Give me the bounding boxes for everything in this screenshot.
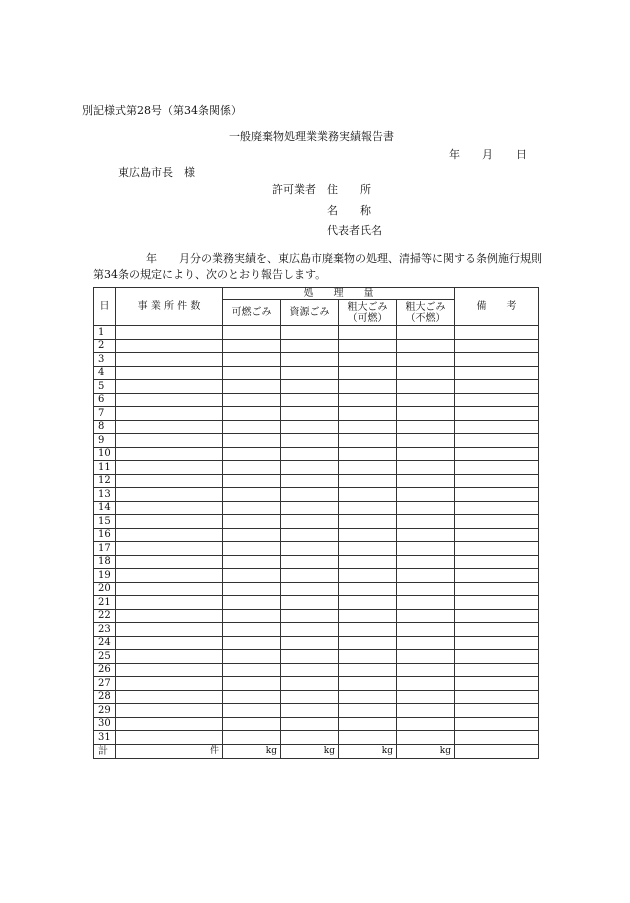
bulky-burnable-cell[interactable] <box>339 434 397 448</box>
sites-cell[interactable] <box>116 326 223 340</box>
table-row <box>94 582 539 596</box>
header-bulky-burnable <box>339 300 397 326</box>
bulky-burnable-cell[interactable] <box>339 636 397 650</box>
burnable-cell[interactable] <box>223 717 281 731</box>
table-row <box>94 623 539 637</box>
day-cell: 26 <box>94 663 116 677</box>
table-row <box>94 353 539 367</box>
table-row <box>94 717 539 731</box>
table-row <box>94 488 539 502</box>
bulky-nonburnable-cell[interactable] <box>397 542 455 556</box>
total-label: 計 <box>94 744 116 758</box>
day-cell: 21 <box>94 596 116 610</box>
burnable-cell[interactable] <box>223 407 281 421</box>
bulky-burnable-cell[interactable] <box>339 650 397 664</box>
bulky-nonburnable-cell[interactable] <box>397 704 455 718</box>
bulky-burnable-cell[interactable] <box>339 326 397 340</box>
day-cell: 18 <box>94 555 116 569</box>
bulky-burnable-cell[interactable] <box>339 420 397 434</box>
sites-cell[interactable] <box>116 636 223 650</box>
bulky-burnable-cell[interactable] <box>339 339 397 353</box>
header-burnable: 可燃ごみ <box>223 300 281 326</box>
remarks-cell[interactable] <box>455 609 539 623</box>
bulky-nonburnable-cell[interactable] <box>397 353 455 367</box>
intro-line-1: 年 月分の業務実績を、東広島市廃棄物の処理、清掃等に関する条例施行規則 <box>146 252 542 265</box>
bulky-burnable-cell[interactable] <box>339 393 397 407</box>
day-cell: 5 <box>94 380 116 394</box>
burnable-cell[interactable] <box>223 704 281 718</box>
header-bulky-nonburnable-line2: （不燃） <box>405 312 446 324</box>
resource-cell[interactable] <box>281 636 339 650</box>
bulky-nonburnable-cell[interactable] <box>397 636 455 650</box>
day-cell: 28 <box>94 690 116 704</box>
day-cell: 13 <box>94 488 116 502</box>
bulky-nonburnable-cell[interactable] <box>397 339 455 353</box>
day-cell: 10 <box>94 447 116 461</box>
sites-cell[interactable] <box>116 650 223 664</box>
sites-cell[interactable] <box>116 623 223 637</box>
burnable-cell[interactable] <box>223 690 281 704</box>
resource-cell[interactable] <box>281 501 339 515</box>
sites-cell[interactable] <box>116 366 223 380</box>
sites-cell[interactable] <box>116 609 223 623</box>
table-row <box>94 501 539 515</box>
remarks-cell[interactable] <box>455 704 539 718</box>
bulky-burnable-cell[interactable] <box>339 704 397 718</box>
total-resource-unit: kg <box>281 744 339 758</box>
resource-cell[interactable] <box>281 582 339 596</box>
burnable-cell[interactable] <box>223 393 281 407</box>
resource-cell[interactable] <box>281 650 339 664</box>
burnable-cell[interactable] <box>223 596 281 610</box>
day-cell: 7 <box>94 407 116 421</box>
bulky-nonburnable-cell[interactable] <box>397 407 455 421</box>
sites-cell[interactable] <box>116 393 223 407</box>
resource-cell[interactable] <box>281 461 339 475</box>
header-resource: 資源ごみ <box>281 300 339 326</box>
bulky-nonburnable-cell[interactable] <box>397 474 455 488</box>
bulky-nonburnable-cell[interactable] <box>397 555 455 569</box>
bulky-burnable-cell[interactable] <box>339 677 397 691</box>
day-cell: 30 <box>94 717 116 731</box>
header-bulky-burnable-line2: （可燃） <box>347 312 388 324</box>
bulky-nonburnable-cell[interactable] <box>397 650 455 664</box>
table-row <box>94 636 539 650</box>
bulky-nonburnable-cell[interactable] <box>397 528 455 542</box>
remarks-cell[interactable] <box>455 569 539 583</box>
bulky-nonburnable-cell[interactable] <box>397 326 455 340</box>
remarks-cell[interactable] <box>455 623 539 637</box>
resource-cell[interactable] <box>281 717 339 731</box>
remarks-cell[interactable] <box>455 528 539 542</box>
intro-line-2: 第34条の規定により、次のとおり報告します。 <box>93 268 327 281</box>
day-cell: 17 <box>94 542 116 556</box>
remarks-cell[interactable] <box>455 690 539 704</box>
remarks-cell[interactable] <box>455 717 539 731</box>
table-row <box>94 663 539 677</box>
remarks-cell[interactable] <box>455 326 539 340</box>
resource-cell[interactable] <box>281 677 339 691</box>
burnable-cell[interactable] <box>223 380 281 394</box>
bulky-burnable-cell[interactable] <box>339 515 397 529</box>
bulky-nonburnable-cell[interactable] <box>397 596 455 610</box>
sites-cell[interactable] <box>116 434 223 448</box>
remarks-cell[interactable] <box>455 677 539 691</box>
bulky-burnable-cell[interactable] <box>339 582 397 596</box>
resource-cell[interactable] <box>281 407 339 421</box>
burnable-cell[interactable] <box>223 326 281 340</box>
document-title: 一般廃棄物処理業業務実績報告書 <box>229 130 394 143</box>
table-row <box>94 515 539 529</box>
bulky-burnable-cell[interactable] <box>339 353 397 367</box>
bulky-nonburnable-cell[interactable] <box>397 434 455 448</box>
day-cell: 31 <box>94 731 116 745</box>
sites-cell[interactable] <box>116 380 223 394</box>
bulky-burnable-cell[interactable] <box>339 731 397 745</box>
bulky-nonburnable-cell[interactable] <box>397 690 455 704</box>
remarks-cell[interactable] <box>455 596 539 610</box>
day-cell: 9 <box>94 434 116 448</box>
resource-cell[interactable] <box>281 380 339 394</box>
resource-cell[interactable] <box>281 528 339 542</box>
bulky-nonburnable-cell[interactable] <box>397 677 455 691</box>
day-cell: 16 <box>94 528 116 542</box>
resource-cell[interactable] <box>281 596 339 610</box>
burnable-cell[interactable] <box>223 488 281 502</box>
table-row <box>94 420 539 434</box>
remarks-cell[interactable] <box>455 663 539 677</box>
day-cell: 22 <box>94 609 116 623</box>
table-row <box>94 447 539 461</box>
remarks-cell[interactable] <box>455 488 539 502</box>
header-processing: 処 理 量 <box>223 288 455 300</box>
sites-cell[interactable] <box>116 488 223 502</box>
resource-cell[interactable] <box>281 663 339 677</box>
day-cell: 12 <box>94 474 116 488</box>
burnable-cell[interactable] <box>223 569 281 583</box>
sites-cell[interactable] <box>116 717 223 731</box>
table-row <box>94 609 539 623</box>
burnable-cell[interactable] <box>223 609 281 623</box>
resource-cell[interactable] <box>281 326 339 340</box>
bulky-burnable-cell[interactable] <box>339 609 397 623</box>
header-bulky-nonburnable-line1: 粗大ごみ <box>405 301 446 313</box>
resource-cell[interactable] <box>281 353 339 367</box>
bulky-burnable-cell[interactable] <box>339 461 397 475</box>
sites-cell[interactable] <box>116 542 223 556</box>
resource-cell[interactable] <box>281 731 339 745</box>
bulky-nonburnable-cell[interactable] <box>397 501 455 515</box>
bulky-burnable-cell[interactable] <box>339 366 397 380</box>
sites-cell[interactable] <box>116 569 223 583</box>
table-row <box>94 542 539 556</box>
sites-cell[interactable] <box>116 528 223 542</box>
sites-cell[interactable] <box>116 501 223 515</box>
resource-cell[interactable] <box>281 474 339 488</box>
bulky-nonburnable-cell[interactable] <box>397 380 455 394</box>
header-sites: 事 業 所 件 数 <box>116 288 223 326</box>
resource-cell[interactable] <box>281 366 339 380</box>
date-day-label: 日 <box>516 148 527 161</box>
burnable-cell[interactable] <box>223 366 281 380</box>
table-row <box>94 555 539 569</box>
bulky-burnable-cell[interactable] <box>339 474 397 488</box>
bulky-nonburnable-cell[interactable] <box>397 488 455 502</box>
bulky-nonburnable-cell[interactable] <box>397 366 455 380</box>
bulky-burnable-cell[interactable] <box>339 663 397 677</box>
burnable-cell[interactable] <box>223 474 281 488</box>
day-cell: 20 <box>94 582 116 596</box>
burnable-cell[interactable] <box>223 623 281 637</box>
day-cell: 1 <box>94 326 116 340</box>
bulky-nonburnable-cell[interactable] <box>397 717 455 731</box>
resource-cell[interactable] <box>281 704 339 718</box>
table-row <box>94 434 539 448</box>
sites-cell[interactable] <box>116 420 223 434</box>
resource-cell[interactable] <box>281 555 339 569</box>
remarks-cell[interactable] <box>455 434 539 448</box>
sites-cell[interactable] <box>116 663 223 677</box>
resource-cell[interactable] <box>281 690 339 704</box>
sites-cell[interactable] <box>116 704 223 718</box>
address-label: 住 所 <box>327 183 371 196</box>
bulky-burnable-cell[interactable] <box>339 447 397 461</box>
resource-cell[interactable] <box>281 488 339 502</box>
bulky-burnable-cell[interactable] <box>339 555 397 569</box>
sites-cell[interactable] <box>116 407 223 421</box>
bulky-nonburnable-cell[interactable] <box>397 663 455 677</box>
bulky-nonburnable-cell[interactable] <box>397 609 455 623</box>
burnable-cell[interactable] <box>223 501 281 515</box>
remarks-cell[interactable] <box>455 515 539 529</box>
table-row <box>94 690 539 704</box>
remarks-cell[interactable] <box>455 366 539 380</box>
resource-cell[interactable] <box>281 447 339 461</box>
burnable-cell[interactable] <box>223 677 281 691</box>
bulky-nonburnable-cell[interactable] <box>397 582 455 596</box>
bulky-burnable-cell[interactable] <box>339 528 397 542</box>
burnable-cell[interactable] <box>223 339 281 353</box>
sites-cell[interactable] <box>116 555 223 569</box>
sites-cell[interactable] <box>116 447 223 461</box>
remarks-cell[interactable] <box>455 542 539 556</box>
remarks-cell[interactable] <box>455 420 539 434</box>
remarks-cell[interactable] <box>455 636 539 650</box>
burnable-cell[interactable] <box>223 636 281 650</box>
addressee: 東広島市長 様 <box>118 166 195 179</box>
day-cell: 25 <box>94 650 116 664</box>
bulky-burnable-cell[interactable] <box>339 380 397 394</box>
bulky-nonburnable-cell[interactable] <box>397 569 455 583</box>
header-remarks: 備 考 <box>455 288 539 326</box>
burnable-cell[interactable] <box>223 528 281 542</box>
table-row <box>94 731 539 745</box>
total-bulky-burnable-unit: kg <box>339 744 397 758</box>
sites-cell[interactable] <box>116 596 223 610</box>
remarks-cell[interactable] <box>455 393 539 407</box>
table-row <box>94 677 539 691</box>
table-row <box>94 380 539 394</box>
day-cell: 6 <box>94 393 116 407</box>
bulky-burnable-cell[interactable] <box>339 690 397 704</box>
resource-cell[interactable] <box>281 623 339 637</box>
day-cell: 14 <box>94 501 116 515</box>
report-table <box>93 287 539 759</box>
day-cell: 15 <box>94 515 116 529</box>
resource-cell[interactable] <box>281 515 339 529</box>
bulky-nonburnable-cell[interactable] <box>397 731 455 745</box>
representative-label: 代表者氏名 <box>327 224 382 237</box>
burnable-cell[interactable] <box>223 353 281 367</box>
burnable-cell[interactable] <box>223 731 281 745</box>
day-cell: 8 <box>94 420 116 434</box>
burnable-cell[interactable] <box>223 650 281 664</box>
day-cell: 3 <box>94 353 116 367</box>
sites-cell[interactable] <box>116 677 223 691</box>
bulky-burnable-cell[interactable] <box>339 717 397 731</box>
burnable-cell[interactable] <box>223 515 281 529</box>
remarks-cell[interactable] <box>455 731 539 745</box>
bulky-nonburnable-cell[interactable] <box>397 515 455 529</box>
sites-cell[interactable] <box>116 582 223 596</box>
burnable-cell[interactable] <box>223 447 281 461</box>
bulky-burnable-cell[interactable] <box>339 596 397 610</box>
remarks-cell[interactable] <box>455 353 539 367</box>
sites-cell[interactable] <box>116 474 223 488</box>
total-bulky-nonburnable-unit: kg <box>397 744 455 758</box>
remarks-cell[interactable] <box>455 447 539 461</box>
bulky-burnable-cell[interactable] <box>339 542 397 556</box>
sites-cell[interactable] <box>116 690 223 704</box>
sites-cell[interactable] <box>116 339 223 353</box>
day-cell: 27 <box>94 677 116 691</box>
remarks-cell[interactable] <box>455 501 539 515</box>
remarks-cell[interactable] <box>455 339 539 353</box>
sites-cell[interactable] <box>116 515 223 529</box>
remarks-cell[interactable] <box>455 380 539 394</box>
bulky-burnable-cell[interactable] <box>339 488 397 502</box>
table-row <box>94 461 539 475</box>
bulky-nonburnable-cell[interactable] <box>397 461 455 475</box>
burnable-cell[interactable] <box>223 434 281 448</box>
day-cell: 4 <box>94 366 116 380</box>
header-day: 日 <box>94 288 116 326</box>
total-remarks-cell <box>455 744 539 758</box>
total-count-unit: 件 <box>116 744 223 758</box>
day-cell: 11 <box>94 461 116 475</box>
sites-cell[interactable] <box>116 731 223 745</box>
table-row <box>94 569 539 583</box>
table-row <box>94 326 539 340</box>
table-row <box>94 650 539 664</box>
bulky-burnable-cell[interactable] <box>339 623 397 637</box>
day-cell: 24 <box>94 636 116 650</box>
date-year-label: 年 <box>449 148 460 161</box>
table-row <box>94 339 539 353</box>
burnable-cell[interactable] <box>223 663 281 677</box>
burnable-cell[interactable] <box>223 461 281 475</box>
table-row <box>94 596 539 610</box>
remarks-cell[interactable] <box>455 474 539 488</box>
remarks-cell[interactable] <box>455 461 539 475</box>
day-cell: 23 <box>94 623 116 637</box>
bulky-nonburnable-cell[interactable] <box>397 420 455 434</box>
table-row <box>94 704 539 718</box>
header-bulky-burnable-line1: 粗大ごみ <box>347 301 388 313</box>
burnable-cell[interactable] <box>223 555 281 569</box>
burnable-cell[interactable] <box>223 420 281 434</box>
resource-cell[interactable] <box>281 609 339 623</box>
resource-cell[interactable] <box>281 569 339 583</box>
table-row <box>94 366 539 380</box>
sites-cell[interactable] <box>116 461 223 475</box>
resource-cell[interactable] <box>281 339 339 353</box>
table-row <box>94 474 539 488</box>
day-cell: 19 <box>94 569 116 583</box>
remarks-cell[interactable] <box>455 582 539 596</box>
resource-cell[interactable] <box>281 542 339 556</box>
table-row <box>94 407 539 421</box>
table-row <box>94 528 539 542</box>
remarks-cell[interactable] <box>455 650 539 664</box>
applicant-lead: 許可業者 <box>272 183 316 196</box>
bulky-nonburnable-cell[interactable] <box>397 623 455 637</box>
resource-cell[interactable] <box>281 420 339 434</box>
header-bulky-nonburnable <box>397 300 455 326</box>
sites-cell[interactable] <box>116 353 223 367</box>
form-label: 別記様式第28号（第34条関係） <box>82 104 242 117</box>
remarks-cell[interactable] <box>455 555 539 569</box>
bulky-nonburnable-cell[interactable] <box>397 393 455 407</box>
bulky-burnable-cell[interactable] <box>339 569 397 583</box>
name-label: 名 称 <box>327 204 371 217</box>
total-burnable-unit: kg <box>223 744 281 758</box>
burnable-cell[interactable] <box>223 582 281 596</box>
day-cell: 2 <box>94 339 116 353</box>
bulky-nonburnable-cell[interactable] <box>397 447 455 461</box>
burnable-cell[interactable] <box>223 542 281 556</box>
bulky-burnable-cell[interactable] <box>339 407 397 421</box>
table-row <box>94 393 539 407</box>
bulky-burnable-cell[interactable] <box>339 501 397 515</box>
resource-cell[interactable] <box>281 434 339 448</box>
resource-cell[interactable] <box>281 393 339 407</box>
date-month-label: 月 <box>482 148 493 161</box>
remarks-cell[interactable] <box>455 407 539 421</box>
day-cell: 29 <box>94 704 116 718</box>
